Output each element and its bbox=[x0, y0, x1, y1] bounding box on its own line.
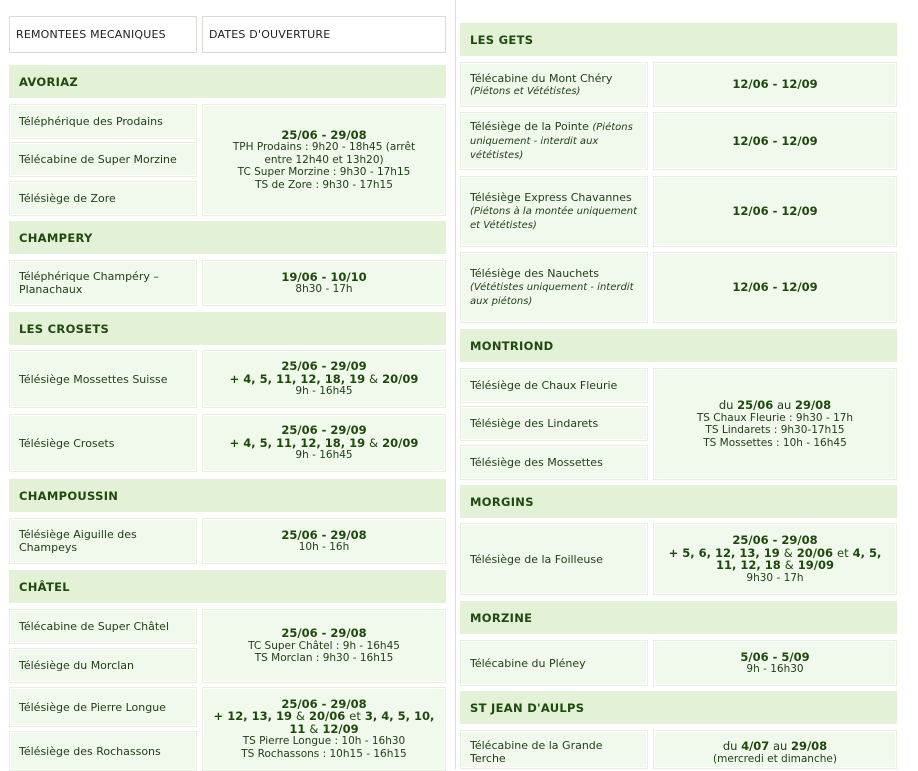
lift-name: Télésiège des Lindarets bbox=[460, 406, 648, 441]
section-header-montriond: MONTRIOND bbox=[460, 329, 897, 362]
lift-name: Télésiège des Mossettes bbox=[460, 445, 648, 480]
section-header-les-crosets: LES CROSETS bbox=[9, 312, 446, 345]
lift-name: Télécabine du Mont Chéry (Piétons et Vététistes) bbox=[460, 62, 648, 107]
opening-dates-cell: 12/06 - 12/09 bbox=[653, 176, 897, 247]
lift-name: Télésiège du Morclan bbox=[9, 648, 197, 683]
lift-name: Télécabine de Super Morzine bbox=[9, 142, 197, 177]
lift-name: Télécabine du Pléney bbox=[460, 640, 648, 686]
lift-name: Télésiège Aiguille des Champeys bbox=[9, 518, 197, 564]
opening-dates-cell: 25/06 - 29/09 + 4, 5, 11, 12, 18, 19 & 20/09 9h - 16h45 bbox=[202, 414, 446, 472]
opening-dates-cell: 12/06 - 12/09 bbox=[653, 112, 897, 170]
section-header-avoriaz: AVORIAZ bbox=[9, 65, 446, 98]
opening-dates-cell: 12/06 - 12/09 bbox=[653, 62, 897, 107]
section-header-champery: CHAMPERY bbox=[9, 221, 446, 254]
section-header-st-jean-d-aulps: ST JEAN D'AULPS bbox=[460, 691, 897, 724]
lift-name: Télésiège de Zore bbox=[9, 181, 197, 216]
dates-column-header: DATES D'OUVERTURE bbox=[202, 16, 446, 53]
section-header-champoussin: CHAMPOUSSIN bbox=[9, 479, 446, 512]
lift-name: Télésiège Crosets bbox=[9, 414, 197, 472]
left-column bbox=[0, 0, 456, 769]
lift-name: Télésiège des Rochassons bbox=[9, 731, 197, 771]
opening-dates-cell: du 25/06 au 29/08 TS Chaux Fleurie : 9h30 - 17h TS Lindarets : 9h30-17h15 TS Mossettes : 10h - 16h45 bbox=[653, 368, 897, 480]
lifts-column-header: REMONTEES MECANIQUES bbox=[9, 16, 197, 53]
lift-name: Télésiège de la Foilleuse bbox=[460, 523, 648, 595]
lift-name: Téléphérique des Prodains bbox=[9, 104, 197, 139]
section-header-les-gets: LES GETS bbox=[460, 23, 897, 56]
lift-name: Télésiège Express Chavannes (Piétons à la montée uniquement et Vététistes) bbox=[460, 176, 648, 247]
opening-dates-cell: 25/06 - 29/08 + 12, 13, 19 & 20/06 et 3, 4, 5, 10, 11 & 12/09 TS Pierre Longue : 10h - 16h30 TS Rochassons : 10h15 - 16h15 bbox=[202, 687, 446, 771]
opening-dates-cell: 12/06 - 12/09 bbox=[653, 252, 897, 323]
section-header-morgins: MORGINS bbox=[460, 485, 897, 518]
section-header-morzine: MORZINE bbox=[460, 601, 897, 634]
lift-name: Télésiège de Chaux Fleurie bbox=[460, 368, 648, 403]
lift-name: Télésiège de Pierre Longue bbox=[9, 687, 197, 727]
lift-name: Télécabine de Super Châtel bbox=[9, 609, 197, 644]
opening-dates-cell: 5/06 - 5/09 9h - 16h30 bbox=[653, 640, 897, 686]
opening-dates-cell: 25/06 - 29/09 + 4, 5, 11, 12, 18, 19 & 20/09 9h - 16h45 bbox=[202, 350, 446, 408]
opening-dates-cell: 19/06 - 10/10 8h30 - 17h bbox=[202, 260, 446, 306]
opening-dates-cell: 25/06 - 29/08 TPH Prodains : 9h20 - 18h45 (arrêt entre 12h40 et 13h20) TC Super Morzine : 9h30 - 17h15 TS de Zore : 9h30 - 17h15 bbox=[202, 104, 446, 216]
lift-name: Télésiège Mossettes Suisse bbox=[9, 350, 197, 408]
lift-name: Télécabine de la Grande Terche bbox=[460, 730, 648, 769]
opening-dates-cell: 25/06 - 29/08 + 5, 6, 12, 13, 19 & 20/06 et 4, 5, 11, 12, 18 & 19/09 9h30 - 17h bbox=[653, 523, 897, 595]
opening-dates-cell: 25/06 - 29/08 TC Super Châtel : 9h - 16h45 TS Morclan : 9h30 - 16h15 bbox=[202, 609, 446, 683]
opening-dates-cell: 25/06 - 29/08 10h - 16h bbox=[202, 518, 446, 564]
section-header-chatel: CHÂTEL bbox=[9, 570, 446, 603]
lift-name: Télésiège des Nauchets (Vététistes uniquement - interdit aux piétons) bbox=[460, 252, 648, 323]
opening-dates-cell: du 4/07 au 29/08 (mercredi et dimanche) bbox=[653, 730, 897, 769]
lift-name: Téléphérique Champéry – Planachaux bbox=[9, 260, 197, 306]
lift-name: Télésiège de la Pointe (Piétons uniquement - interdit aux vététistes) bbox=[460, 112, 648, 170]
